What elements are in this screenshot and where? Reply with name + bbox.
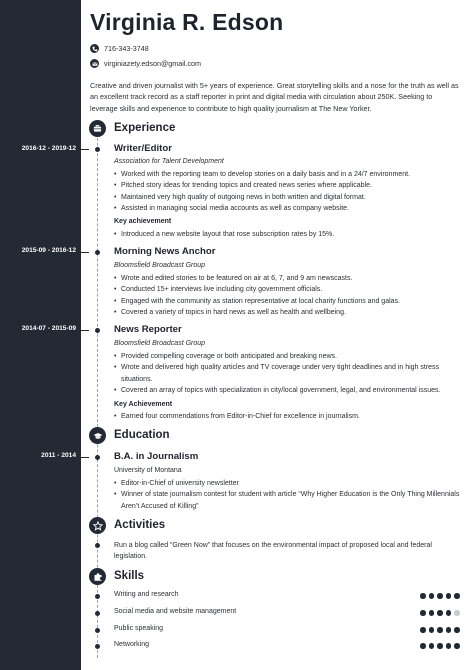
degree-title: B.A. in Journalism xyxy=(114,451,199,462)
section-title-education: Education xyxy=(114,429,170,441)
achievement-list xyxy=(114,229,460,240)
list-item: • Covered an array of topics with specialization in city/local government, legal, and environmental issues. xyxy=(114,385,460,396)
timeline-dot xyxy=(95,455,100,460)
list-item: • Provided compelling coverage or both anticipated and breaking news. xyxy=(114,351,460,362)
date-tick xyxy=(81,457,89,458)
rating-dot xyxy=(429,627,435,633)
list-item: • Conducted 15+ interviews live including city government officials. xyxy=(114,284,460,295)
email-row xyxy=(90,59,201,68)
summary: Creative and driven journalist with 5+ years of experience. Great storytelling skills and a nose for the truth as well as an excellent track record as a staff reporter in print and digital media with circulation about 250K. Seeking to leverage skills and experience to contribute to high quality journalism at The New Yorker. xyxy=(90,81,459,113)
rating-dot xyxy=(454,610,460,616)
rating-dot xyxy=(446,643,452,649)
skill-name: Networking xyxy=(114,641,150,648)
education-dates: 2011 - 2014 xyxy=(41,452,76,459)
skill-name: Social media and website management xyxy=(114,608,237,615)
timeline-dot xyxy=(95,644,100,649)
list-item: • Wrote and delivered high quality articles and TV coverage under very tight deadlines and in high stress situations. xyxy=(114,362,460,385)
education-details xyxy=(114,478,460,512)
rating-dot xyxy=(454,627,460,633)
activities-text: Run a blog called “Green Now” that focuses on the environmental impact of proposed local and federal legislation. xyxy=(114,542,432,561)
school-name: University of Montana xyxy=(114,467,182,474)
job-dates: 2015-09 - 2016-12 xyxy=(21,247,76,254)
list-item: • Engaged with the community as station representative at local charity functions and galas. xyxy=(114,296,460,307)
rating-dot xyxy=(429,643,435,649)
section-title-skills: Skills xyxy=(114,570,145,582)
rating-dot xyxy=(446,627,452,633)
rating-dot xyxy=(437,643,443,649)
rating-dot xyxy=(420,593,426,599)
date-tick xyxy=(81,252,89,253)
skill-rating xyxy=(420,627,460,633)
date-tick xyxy=(81,330,89,331)
phone-icon xyxy=(90,44,99,53)
email-address[interactable]: virginiazety.edson@gmail.com xyxy=(104,59,202,68)
envelope-icon xyxy=(90,59,99,68)
list-item: • Winner of state journalism contest for student with article “Why Higher Education is the Only Thing Millennials Aren’t Accused of Killing” xyxy=(114,489,460,512)
list-item: • Editor-in-Chief of university newsletter xyxy=(114,478,460,489)
skill-name: Writing and research xyxy=(114,591,179,598)
star-icon xyxy=(89,517,106,534)
job-title: News Reporter xyxy=(114,324,182,335)
timeline-dot xyxy=(95,594,100,599)
rating-dot xyxy=(429,593,435,599)
briefcase-icon xyxy=(89,120,106,137)
achievement-list xyxy=(114,411,460,422)
job-company: Bloomsfield Broadcast Group xyxy=(114,262,206,269)
list-item: • Introduced a new website layout that rose subscription rates by 15%. xyxy=(114,229,460,240)
list-item: • Earned four commendations from Editor-in-Chief for excellence in journalism. xyxy=(114,411,460,422)
list-item: • Maintained very high quality of outgoing news in both written and digital format. xyxy=(114,192,460,203)
rating-dot xyxy=(437,593,443,599)
job-company: Association for Talent Development xyxy=(114,158,224,165)
job-title: Writer/Editor xyxy=(114,143,172,154)
timeline-dot xyxy=(95,328,100,333)
key-achievement-label: Key Achievement xyxy=(114,401,173,408)
list-item: • Covered a variety of topics in hard news as well as health and wellbeing. xyxy=(114,307,460,318)
rating-dot xyxy=(420,643,426,649)
rating-dot xyxy=(454,593,460,599)
rating-dot xyxy=(420,610,426,616)
phone-row xyxy=(90,44,149,53)
puzzle-icon xyxy=(89,568,106,585)
rating-dot xyxy=(437,627,443,633)
job-dates: 2016-12 - 2019-12 xyxy=(21,145,76,152)
rating-dot xyxy=(429,610,435,616)
date-tick xyxy=(81,149,89,150)
section-title-experience: Experience xyxy=(114,122,176,134)
list-item: • Pitched story ideas for trending topics and created news series where applicable. xyxy=(114,180,460,191)
skill-rating xyxy=(420,610,460,616)
job-title: Morning News Anchor xyxy=(114,246,216,257)
skill-rating xyxy=(420,593,460,599)
phone-number: 716-343-3748 xyxy=(104,44,149,53)
timeline-dot xyxy=(95,543,100,548)
candidate-name: Virginia R. Edson xyxy=(90,9,284,35)
timeline-dot xyxy=(95,628,100,633)
rating-dot xyxy=(454,643,460,649)
list-item: • Worked with the reporting team to develop stories on a daily basis and in a 24/7 environment. xyxy=(114,169,460,180)
timeline-dot xyxy=(95,147,100,152)
rating-dot xyxy=(446,610,452,616)
rating-dot xyxy=(446,593,452,599)
key-achievement-label: Key achievement xyxy=(114,218,172,225)
job-duties xyxy=(114,169,460,214)
timeline-dot xyxy=(95,250,100,255)
job-duties xyxy=(114,351,460,396)
timeline-dot xyxy=(95,611,100,616)
rating-dot xyxy=(420,627,426,633)
job-duties xyxy=(114,273,460,318)
list-item: • Assisted in managing social media accounts as well as company website. xyxy=(114,203,460,214)
job-company: Bloomsfield Broadcast Group xyxy=(114,340,206,347)
graduation-cap-icon xyxy=(89,427,106,444)
list-item: • Wrote and edited stories to be featured on air at 6, 7, and 9 am newscasts. xyxy=(114,273,460,284)
skill-rating xyxy=(420,643,460,649)
skill-name: Public speaking xyxy=(114,625,164,632)
rating-dot xyxy=(437,610,443,616)
section-title-activities: Activities xyxy=(114,519,166,531)
job-dates: 2014-07 - 2015-09 xyxy=(21,325,76,332)
sidebar xyxy=(0,0,81,670)
